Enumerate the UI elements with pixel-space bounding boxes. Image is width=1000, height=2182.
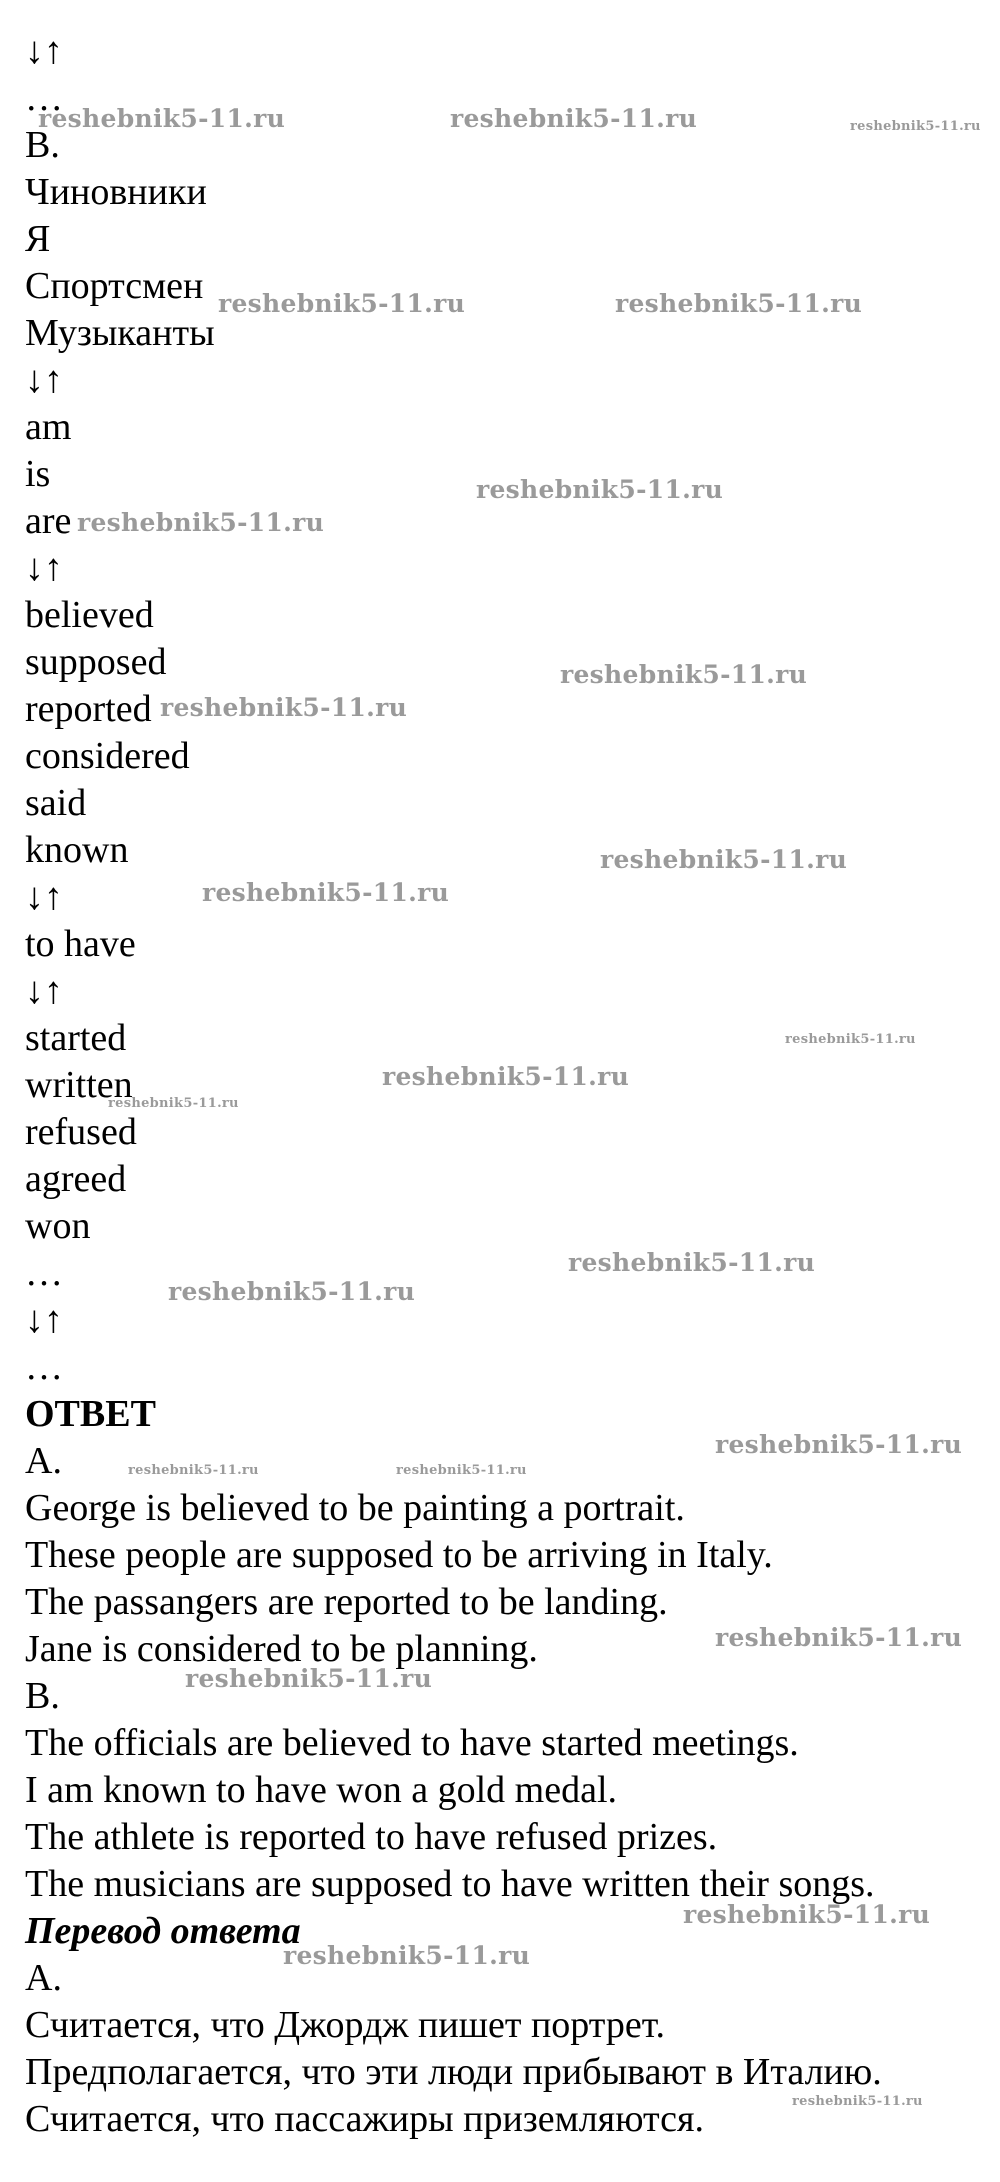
- doc-line: The athlete is reported to have refused prizes.: [25, 1816, 718, 1858]
- doc-line: ↓↑: [25, 1299, 63, 1341]
- watermark: reshebnik5-11.ru: [600, 845, 848, 874]
- doc-line: The musicians are supposed to have written their songs.: [25, 1863, 875, 1905]
- doc-line: Считается, что Джордж пишет портрет.: [25, 2004, 665, 2046]
- watermark: reshebnik5-11.ru: [185, 1664, 433, 1693]
- doc-line: ↓↑: [25, 970, 63, 1012]
- watermark: reshebnik5-11.ru: [715, 1623, 963, 1652]
- doc-line: is: [25, 453, 51, 495]
- watermark: reshebnik5-11.ru: [218, 289, 466, 318]
- watermark: reshebnik5-11.ru: [108, 1096, 239, 1111]
- doc-line: refused: [25, 1111, 137, 1153]
- watermark: reshebnik5-11.ru: [202, 878, 450, 907]
- doc-line: …: [25, 1346, 63, 1388]
- doc-line: ↓↑: [25, 30, 63, 72]
- doc-line: B.: [25, 124, 60, 166]
- watermark: reshebnik5-11.ru: [382, 1062, 630, 1091]
- watermark: reshebnik5-11.ru: [476, 475, 724, 504]
- doc-line: ↓↑: [25, 876, 63, 918]
- watermark: reshebnik5-11.ru: [77, 508, 325, 537]
- doc-line: I am known to have won a gold medal.: [25, 1769, 618, 1811]
- watermark: reshebnik5-11.ru: [715, 1430, 963, 1459]
- doc-line: known: [25, 829, 129, 871]
- watermark: reshebnik5-11.ru: [560, 660, 808, 689]
- watermark: reshebnik5-11.ru: [850, 119, 981, 134]
- doc-line: Спортсмен: [25, 265, 204, 307]
- doc-line: supposed: [25, 641, 167, 683]
- doc-line: ↓↑: [25, 547, 63, 589]
- doc-line: am: [25, 406, 72, 448]
- watermark: reshebnik5-11.ru: [450, 104, 698, 133]
- watermark: reshebnik5-11.ru: [160, 693, 408, 722]
- doc-line: Чиновники: [25, 171, 207, 213]
- doc-line: The passangers are reported to be landing.: [25, 1581, 668, 1623]
- doc-line: won: [25, 1205, 91, 1247]
- answer-heading: ОТВЕТ: [25, 1393, 156, 1435]
- translation-heading: Перевод ответа: [25, 1910, 301, 1952]
- watermark: reshebnik5-11.ru: [396, 1463, 527, 1478]
- watermark: reshebnik5-11.ru: [38, 104, 286, 133]
- doc-line: Считается, что пассажиры приземляются.: [25, 2098, 704, 2140]
- doc-line: agreed: [25, 1158, 127, 1200]
- doc-line: George is believed to be painting a portrait.: [25, 1487, 685, 1529]
- watermark: reshebnik5-11.ru: [785, 1032, 916, 1047]
- watermark: reshebnik5-11.ru: [568, 1248, 816, 1277]
- watermark: reshebnik5-11.ru: [615, 289, 863, 318]
- watermark: reshebnik5-11.ru: [283, 1941, 531, 1970]
- watermark: reshebnik5-11.ru: [168, 1277, 416, 1306]
- doc-line: said: [25, 782, 87, 824]
- doc-line: The officials are believed to have started meetings.: [25, 1722, 799, 1764]
- doc-line: started: [25, 1017, 127, 1059]
- doc-line: believed: [25, 594, 154, 636]
- doc-line: considered: [25, 735, 190, 777]
- doc-line: Музыканты: [25, 312, 215, 354]
- doc-line: reported: [25, 688, 152, 730]
- doc-line: A.: [25, 1957, 62, 1999]
- doc-line: B.: [25, 1675, 60, 1717]
- watermark: reshebnik5-11.ru: [683, 1900, 931, 1929]
- doc-line: Я: [25, 218, 51, 260]
- doc-line: written: [25, 1064, 133, 1106]
- doc-line: …: [25, 77, 63, 119]
- doc-line: are: [25, 500, 72, 542]
- watermark: reshebnik5-11.ru: [128, 1463, 259, 1478]
- doc-line: ↓↑: [25, 359, 63, 401]
- doc-line: Jane is considered to be planning.: [25, 1628, 538, 1670]
- doc-line: A.: [25, 1440, 62, 1482]
- doc-line: …: [25, 1252, 63, 1294]
- doc-line: These people are supposed to be arriving in Italy.: [25, 1534, 773, 1576]
- doc-line: Предполагается, что эти люди прибывают в Италию.: [25, 2051, 882, 2093]
- watermark: reshebnik5-11.ru: [792, 2094, 923, 2109]
- doc-line: to have: [25, 923, 136, 965]
